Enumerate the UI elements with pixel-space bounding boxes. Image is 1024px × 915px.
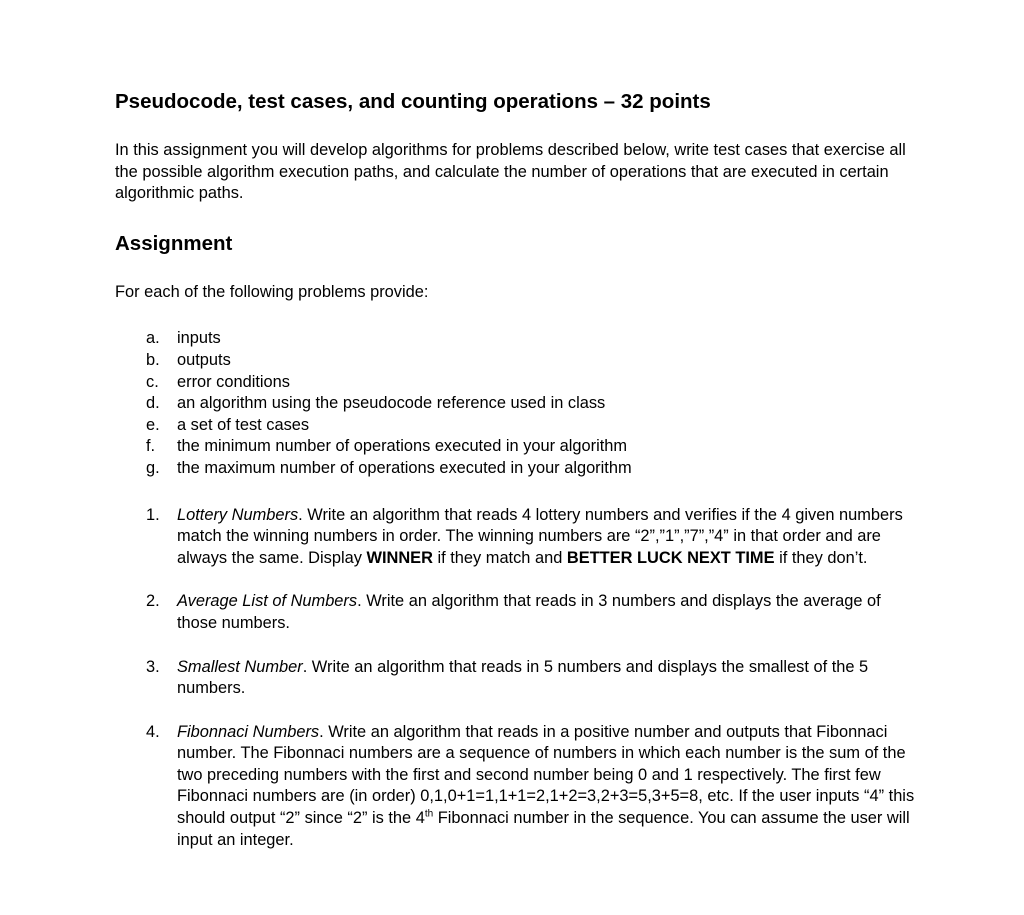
document-title: Pseudocode, test cases, and counting operations – 32 points	[115, 90, 711, 113]
problem-title: Smallest Number	[177, 657, 303, 676]
list-marker: e.	[146, 415, 160, 434]
problem-text: . Write an algorithm that reads in 5 numbers and displays the smallest of the 5 numbers.	[177, 657, 869, 698]
list-marker: a.	[146, 329, 160, 348]
provide-item	[115, 372, 935, 394]
problem-number: 3.	[146, 657, 160, 676]
list-marker: g.	[146, 458, 160, 477]
problem-number: 2.	[146, 592, 160, 611]
list-marker: d.	[146, 394, 160, 413]
provide-item	[115, 350, 935, 372]
intro-paragraph: In this assignment you will develop algorithms for problems described below, write test cases that exercise all the possible algorithm execution paths, and calculate the number of operations that are executed in certain algorithmic paths.	[115, 141, 906, 203]
problem-number: 1.	[146, 505, 160, 524]
provide-item	[115, 458, 935, 480]
problem-smallest-number	[115, 657, 917, 700]
document-page	[115, 88, 935, 873]
list-marker: f.	[146, 437, 156, 456]
provide-item-text: error conditions	[177, 372, 290, 391]
provide-item-text: inputs	[177, 329, 221, 348]
problem-text: . Write an algorithm that reads in 3 numbers and displays the average of those numbers.	[177, 592, 881, 632]
problem-text: Fibonnaci number in the sequence. You can assume the user will input an integer.	[177, 809, 910, 849]
problem-number: 4.	[146, 722, 160, 741]
list-marker: c.	[146, 372, 159, 391]
provide-item	[115, 328, 935, 350]
problem-text: if they match and	[432, 548, 567, 567]
provide-item-text: the maximum number of operations executed in your algorithm	[177, 458, 632, 477]
problem-fibonnaci-numbers	[115, 722, 917, 852]
problem-lottery-numbers	[115, 505, 917, 570]
problem-title: Lottery Numbers	[177, 505, 299, 524]
list-marker: b.	[146, 350, 160, 369]
problem-average-list	[115, 591, 917, 634]
provide-lead-text: For each of the following problems provide:	[115, 282, 429, 301]
provide-item	[115, 393, 935, 415]
provide-item-text: an algorithm using the pseudocode reference used in class	[177, 394, 606, 413]
problem-text: if they don’t.	[774, 548, 868, 567]
problem-text: . Write an algorithm that reads 4 lottery numbers and verifies if the 4 given numbers match the winning numbers in order. The winning numbers are “2”,”1”,”7”,”4” in that order and are always the same. Display	[177, 505, 903, 567]
ordinal-suffix: th	[424, 808, 434, 820]
winner-label: WINNER	[366, 548, 433, 567]
provide-item-text: the minimum number of operations executed in your algorithm	[177, 437, 628, 456]
problem-text: . Write an algorithm that reads in a positive number and outputs that Fibonnaci number. The Fibonnaci numbers are a sequence of numbers in which each number is the sum of the two preceding numbers with the first and second number being 0 and 1 respectively. The first few Fibonnaci numbers are (in order) 0,1,0+1=1,1+1=2,1+2=3,2+3=5,3+5=8, etc. If the user inputs “4” this should output “2” since “2” is the 4	[177, 722, 915, 828]
problem-title: Fibonnaci Numbers	[177, 722, 320, 741]
provide-item	[115, 436, 935, 458]
better-luck-label: BETTER LUCK NEXT TIME	[566, 548, 775, 567]
provide-list	[115, 328, 935, 479]
problem-list	[115, 505, 935, 852]
problem-title: Average List of Numbers	[177, 592, 358, 611]
provide-item	[115, 415, 935, 437]
provide-item-text: a set of test cases	[177, 415, 310, 434]
assignment-heading: Assignment	[115, 231, 233, 255]
provide-item-text: outputs	[177, 350, 231, 369]
